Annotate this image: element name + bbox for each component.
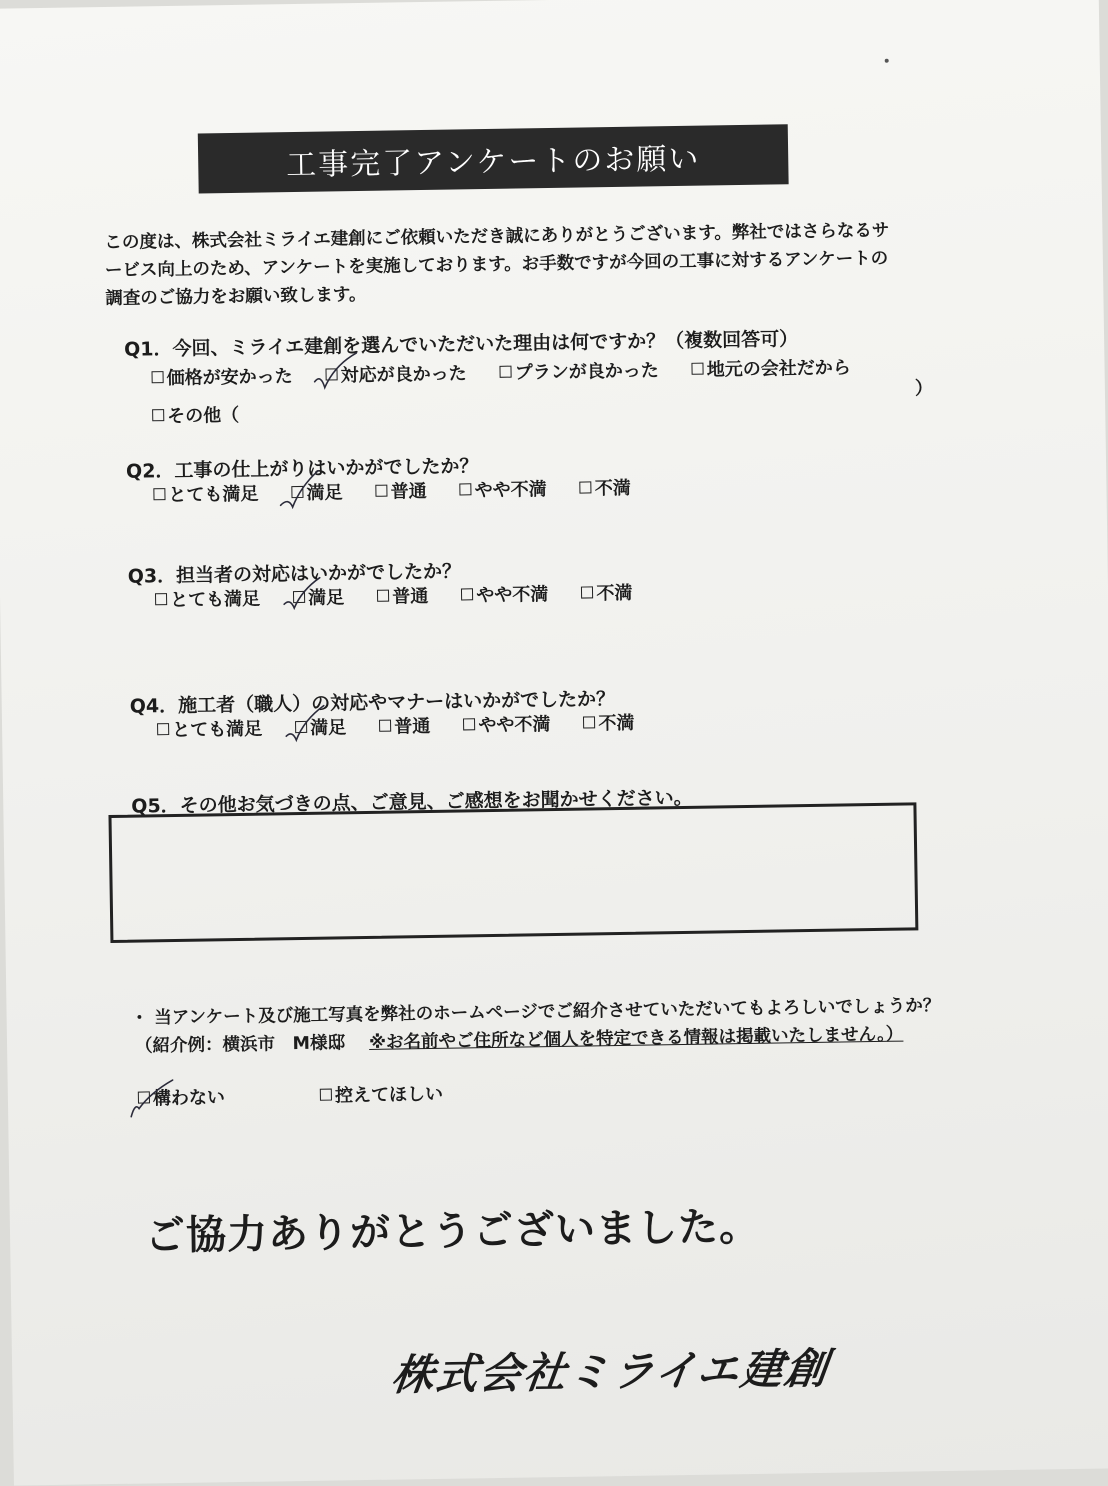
q2-option-somewhat-dissatisfied[interactable]: やや不満	[459, 475, 546, 502]
checkbox-checked[interactable]	[138, 1091, 150, 1103]
checkbox[interactable]	[377, 590, 389, 602]
intro-text: この度は、株式会社ミライエ建創にご依頼いただき誠にありがとうございます。弊社ではさらなるサービス向上のため、アンケートを実施しております。お手数ですが今回の工事に対するアンケートの調査のご協力をお願い致します。	[104, 220, 890, 310]
consent-options	[138, 1079, 471, 1110]
checkbox[interactable]	[580, 481, 592, 493]
q3-option-dissatisfied[interactable]: 不満	[581, 579, 632, 606]
checkbox[interactable]	[583, 716, 595, 728]
consent-question: ・ 当アンケート及び施工写真を弊社のホームページでご紹介させていただいてもよろしいでしょうか？	[130, 995, 941, 1029]
company-name: 株式会社ミライエ建創	[388, 1343, 833, 1400]
consent-option-decline[interactable]: 控えてほしい	[320, 1080, 443, 1108]
q5-answer-box[interactable]	[108, 802, 918, 943]
q2-option-satisfied[interactable]: 満足	[291, 478, 342, 505]
q1-option-local[interactable]: 地元の会社だから	[692, 353, 851, 381]
checkbox[interactable]	[153, 488, 165, 500]
q1-other[interactable]	[152, 400, 267, 428]
q3-option-neutral[interactable]: 普通	[377, 582, 428, 609]
q2-label: Q2．工事の仕上がりはいかがでしたか？	[125, 455, 479, 483]
q2-option-neutral[interactable]: 普通	[375, 477, 426, 504]
checkbox-checked[interactable]	[291, 486, 303, 498]
consent-example: （紹介例：横浜市 M様邸	[134, 1033, 346, 1057]
checkbox[interactable]	[152, 371, 164, 383]
checkbox[interactable]	[320, 1089, 332, 1101]
q1-option-response[interactable]: 対応が良かった	[325, 359, 466, 387]
page-title: 工事完了アンケートのお願い	[285, 141, 701, 184]
q3-option-satisfied[interactable]: 満足	[293, 583, 344, 610]
q2-option-dissatisfied[interactable]: 不満	[580, 474, 631, 501]
checkbox[interactable]	[460, 483, 472, 495]
checkbox[interactable]	[155, 593, 167, 605]
q1-option-price[interactable]: 価格が安かった	[151, 362, 292, 390]
q4-option-dissatisfied[interactable]: 不満	[583, 709, 634, 736]
q5-label: Q5．その他お気づきの点、ご意見、ご感想をお聞かせください。	[131, 786, 693, 818]
q3-option-very-satisfied[interactable]: とても満足	[155, 585, 260, 613]
thanks-message: ご協力ありがとうございました。	[144, 1203, 761, 1260]
q3-option-somewhat-dissatisfied[interactable]: やや不満	[461, 580, 548, 607]
checkbox[interactable]	[461, 588, 473, 600]
q1-option-plan[interactable]: プランが良かった	[500, 356, 659, 384]
checkbox-checked[interactable]	[293, 591, 305, 603]
checkbox[interactable]	[692, 363, 704, 375]
q3-label: Q3．担当者の対応はいかがでしたか？	[127, 560, 462, 588]
checkbox[interactable]	[500, 366, 512, 378]
q1-other-close: ）	[914, 378, 934, 400]
q2-option-very-satisfied[interactable]: とても満足	[153, 480, 258, 508]
checkbox[interactable]	[581, 586, 593, 598]
q4-option-satisfied[interactable]: 満足	[295, 713, 346, 740]
q4-option-somewhat-dissatisfied[interactable]: やや不満	[463, 710, 550, 737]
q4-label: Q4．施工者（職人）の対応やマナーはいかがでしたか？	[129, 688, 616, 718]
checkbox[interactable]	[379, 720, 391, 732]
q4-option-very-satisfied[interactable]: とても満足	[157, 715, 262, 743]
ink-dot	[885, 59, 889, 63]
checkbox[interactable]	[157, 723, 169, 735]
checkbox[interactable]	[463, 718, 475, 730]
checkbox[interactable]	[376, 485, 388, 497]
title-banner	[198, 124, 789, 193]
q1-option-other[interactable]: その他（	[152, 401, 239, 428]
q1-label: Q1．今回、ミライエ建創を選んでいただいた理由は何ですか？（複数回答可）	[123, 328, 799, 361]
checkbox[interactable]	[152, 409, 164, 421]
checkbox-checked[interactable]	[295, 721, 307, 733]
checkbox-checked[interactable]	[326, 368, 338, 380]
q4-option-neutral[interactable]: 普通	[379, 712, 430, 739]
consent-option-ok[interactable]: 構わない	[138, 1083, 225, 1110]
consent-note: ※お名前やご住所など個人を特定できる情報は掲載いたしません。）	[368, 1024, 904, 1053]
